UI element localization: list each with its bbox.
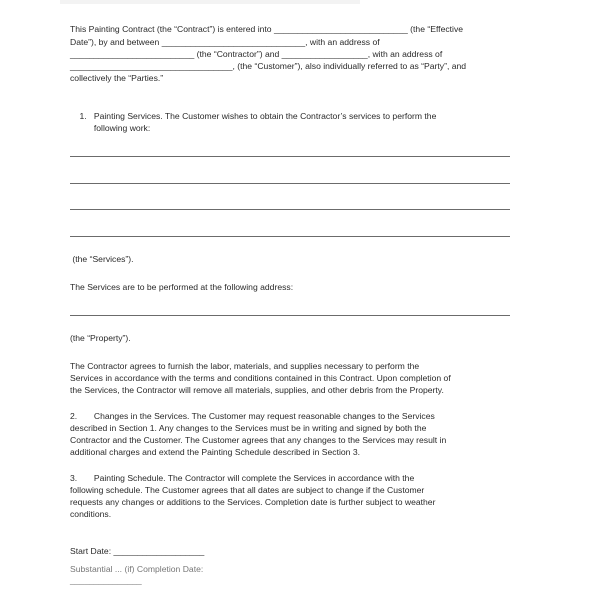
section1-line-2: following work: [70, 123, 151, 133]
intro-line-4: __________________________________, (the “Customer”), also individually referred to as “Party”, and [70, 61, 467, 71]
intro-line-5: collectively the “Parties.” [70, 73, 164, 83]
section3-line-1: 3. Painting Schedule. The Contractor will complete the Services in accordance with the [70, 473, 415, 483]
section3-line-4: conditions. [70, 509, 112, 519]
work-blank-line-2[interactable] [70, 183, 510, 184]
furnish-line-3: the Services, the Contractor will remove all materials, supplies, and other debris from the Property. [70, 385, 444, 395]
section2-line-3: Contractor and the Customer. The Customer agrees that any changes to the Services may result in [70, 435, 447, 445]
services-label: (the “Services”). [70, 254, 134, 264]
intro-line-3: __________________________ (the “Contractor”) and __________________, with an address of [70, 49, 443, 59]
cut-off-next-line [70, 564, 270, 585]
intro-line-1: This Painting Contract (the “Contract”) is entered into ____________________________ (the “Effective [70, 24, 464, 34]
section3-line-2: following schedule. The Customer agrees that all dates are subject to change if the Customer [70, 485, 425, 495]
work-blank-line-1[interactable] [70, 156, 510, 157]
work-blank-line-4[interactable] [70, 236, 510, 237]
cut-off-next-line-text: Substantial ... (if) Completion Date: _______________ [70, 564, 204, 585]
section3-line-3: requests any changes or additions to the Services. Completion date is further subject to weather [70, 497, 436, 507]
intro-line-2: Date”), by and between ______________________________, with an address of [70, 37, 380, 47]
address-intro: The Services are to be performed at the following address: [70, 282, 294, 292]
start-date-field[interactable]: Start Date: ___________________ [70, 546, 205, 556]
furnish-line-2: Services in accordance with the terms and conditions contained in this Contract. Upon completion of [70, 373, 451, 383]
section1-heading: 1. Painting Services. The Customer wishes to obtain the Contractor’s services to perform the [70, 111, 437, 121]
section2-line-2: described in Section 1. Any changes to the Services must be in writing and signed by both the [70, 423, 427, 433]
property-address-blank-line[interactable] [70, 315, 510, 316]
section2-line-4: additional charges and extend the Painting Schedule described in Section 3. [70, 447, 361, 457]
work-blank-line-3[interactable] [70, 209, 510, 210]
page-top-edge [60, 0, 360, 4]
furnish-line-1: The Contractor agrees to furnish the labor, materials, and supplies necessary to perform the [70, 361, 420, 371]
property-label: (the “Property”). [70, 333, 131, 343]
section2-line-1: 2. Changes in the Services. The Customer may request reasonable changes to the Services [70, 411, 435, 421]
